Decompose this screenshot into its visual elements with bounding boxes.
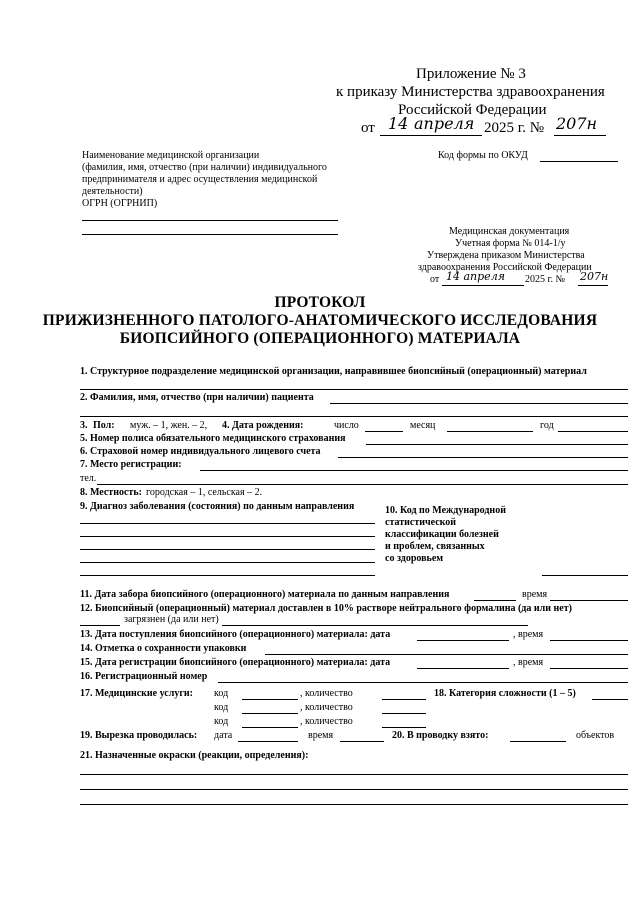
field-4-day-label: число <box>334 420 359 431</box>
field-4-label: 4. Дата рождения: <box>222 420 304 431</box>
field-10-line5: со здоровьем <box>385 553 444 564</box>
org-line2: (фамилия, имя, отчество (при наличии) индивидуального <box>82 162 327 173</box>
field-7-input[interactable] <box>200 470 628 471</box>
field-13-label: 13. Дата поступления биопсийного (операционного) материала: дата <box>80 629 391 640</box>
field-6-input[interactable] <box>338 457 628 458</box>
field-21-label: 21. Назначенные окраски (реакции, определения): <box>80 750 309 761</box>
field-15-time-input[interactable] <box>550 668 628 669</box>
field-17-label: 17. Медицинские услуги: <box>80 688 193 699</box>
field-10-line3: классификации болезней <box>385 529 499 540</box>
field-1-label: 1. Структурное подразделение медицинской организации, направившее биопсийный (операционный) материал <box>80 366 587 377</box>
field-17-qty-input-1[interactable] <box>382 699 426 700</box>
org-input-line-2[interactable] <box>82 234 338 235</box>
field-17-qty-input-3[interactable] <box>382 727 426 728</box>
field-2-label: 2. Фамилия, имя, отчество (при наличии) пациента <box>80 392 314 403</box>
field-8-label: 8. Местность: <box>80 487 142 498</box>
field-19-date-label: дата <box>214 730 233 741</box>
field-12-label: 12. Биопсийный (операционный) материал доставлен в 10% растворе нейтрального формалина (да или нет) <box>80 603 572 614</box>
appendix-handwritten-number: 207н <box>556 114 598 133</box>
field-16-input[interactable] <box>218 682 628 683</box>
tel-input[interactable] <box>97 484 628 485</box>
meddoc-line4: здравоохранения Российской Федерации <box>418 262 592 273</box>
meddoc-handwritten-number: 207н <box>580 270 609 283</box>
field-9-input-3[interactable] <box>80 549 375 550</box>
field-17-qty-1: , количество <box>300 688 353 699</box>
field-9-label: 9. Диагноз заболевания (состояния) по данным направления <box>80 501 355 512</box>
field-4-year-label: год <box>540 420 554 431</box>
appendix-date-line <box>380 135 482 136</box>
field-10-line1: 10. Код по Международной <box>385 505 506 516</box>
field-10-input[interactable] <box>542 575 628 576</box>
field-4-month-label: месяц <box>410 420 436 431</box>
field-19-label: 19. Вырезка проводилась: <box>80 730 198 741</box>
field-17-qty-input-2[interactable] <box>382 713 426 714</box>
field-13-date-input[interactable] <box>417 640 509 641</box>
field-10-line4: и проблем, связанных <box>385 541 485 552</box>
field-18-label: 18. Категория сложности (1 – 5) <box>434 688 576 699</box>
org-line4: деятельности) <box>82 186 143 197</box>
title-line1: ПРОТОКОЛ <box>274 294 366 311</box>
title-line2: ПРИЖИЗНЕННОГО ПАТОЛОГО-АНАТОМИЧЕСКОГО ИССЛЕДОВАНИЯ <box>42 312 598 329</box>
field-17-kod-input-1[interactable] <box>242 699 298 700</box>
field-14-label: 14. Отметка о сохранности упаковки <box>80 643 247 654</box>
field-17-kod-1: код <box>214 688 229 699</box>
field-20-input[interactable] <box>510 741 566 742</box>
field-11-time-label: время <box>522 589 548 600</box>
appendix-year: 2025 г. № <box>484 120 545 136</box>
field-4-day-input[interactable] <box>365 431 403 432</box>
field-12-input-a[interactable] <box>80 625 120 626</box>
field-20-obj-label: объектов <box>576 730 615 741</box>
appendix-number-line <box>554 135 606 136</box>
field-17-kod-input-2[interactable] <box>242 713 298 714</box>
field-18-input[interactable] <box>592 699 628 700</box>
field-9-input-4[interactable] <box>80 562 375 563</box>
field-3-label: Пол: <box>93 420 115 431</box>
field-2-input-a[interactable] <box>330 403 628 404</box>
meddoc-date-line <box>442 285 524 286</box>
title-line3: БИОПСИЙНОГО (ОПЕРАЦИОННОГО) МАТЕРИАЛА <box>119 330 521 347</box>
appendix-line1: Приложение № 3 <box>416 66 526 82</box>
field-3-num: 3. <box>80 420 88 431</box>
field-4-year-input[interactable] <box>558 431 628 432</box>
field-17-kod-input-3[interactable] <box>242 727 298 728</box>
field-19-time-label: время <box>308 730 334 741</box>
field-20-label: 20. В проводку взято: <box>392 730 489 741</box>
org-line1: Наименование медицинской организации <box>82 150 260 161</box>
field-15-date-input[interactable] <box>417 668 509 669</box>
field-2-input-b[interactable] <box>80 416 628 417</box>
field-16-label: 16. Регистрационный номер <box>80 671 208 682</box>
field-9-input-1[interactable] <box>80 523 375 524</box>
appendix-ot: от <box>361 120 375 136</box>
meddoc-line1: Медицинская документация <box>449 226 570 237</box>
field-19-time-input[interactable] <box>340 741 384 742</box>
field-19-date-input[interactable] <box>238 741 298 742</box>
appendix-handwritten-month: апреля <box>414 114 475 133</box>
field-4-month-input[interactable] <box>447 431 533 432</box>
field-17-qty-2: , количество <box>300 702 353 713</box>
field-6-label: 6. Страховой номер индивидуального лицевого счета <box>80 446 321 457</box>
field-15-time-label: , время <box>513 657 544 668</box>
org-line3: предпринимателя и адрес осуществления медицинской <box>82 174 318 185</box>
org-input-line-1[interactable] <box>82 220 338 221</box>
field-12-b-label: загрязнен (да или нет) <box>124 614 219 625</box>
field-9-input-5[interactable] <box>80 575 375 576</box>
field-13-time-input[interactable] <box>550 640 628 641</box>
field-11-date-input[interactable] <box>474 600 516 601</box>
field-5-label: 5. Номер полиса обязательного медицинского страхования <box>80 433 346 444</box>
field-7-label: 7. Место регистрации: <box>80 459 182 470</box>
field-13-time-label: , время <box>513 629 544 640</box>
meddoc-ot: от <box>430 274 440 285</box>
field-17-kod-3: код <box>214 716 229 727</box>
field-10-line2: статистической <box>385 517 457 528</box>
tel-label: тел. <box>80 473 97 484</box>
meddoc-line2: Учетная форма № 014-1/у <box>455 238 566 249</box>
meddoc-line3: Утверждена приказом Министерства <box>427 250 585 261</box>
field-11-label: 11. Дата забора биопсийного (операционного) материала по данным направления <box>80 589 450 600</box>
field-5-input[interactable] <box>366 444 628 445</box>
field-21-input-2[interactable] <box>80 789 628 790</box>
okud-label: Код формы по ОКУД <box>438 150 528 161</box>
field-21-input-1[interactable] <box>80 774 628 775</box>
field-9-input-2[interactable] <box>80 536 375 537</box>
org-line5: ОГРН (ОГРНИП) <box>82 198 158 209</box>
field-8-options: городская – 1, сельская – 2. <box>146 487 263 498</box>
field-21-input-3[interactable] <box>80 804 628 805</box>
field-11-time-input[interactable] <box>550 600 628 601</box>
appendix-line2: к приказу Министерства здравоохранения <box>336 84 605 100</box>
meddoc-handwritten-date: 14 апреля <box>446 270 505 283</box>
field-15-label: 15. Дата регистрации биопсийного (операционного) материала: дата <box>80 657 391 668</box>
meddoc-year: 2025 г. № <box>525 274 566 285</box>
field-14-input[interactable] <box>265 654 628 655</box>
meddoc-number-line <box>578 285 608 286</box>
field-12-input-b[interactable] <box>222 625 528 626</box>
appendix-line3: Российской Федерации <box>398 102 547 118</box>
field-1-input-a[interactable] <box>80 389 628 390</box>
field-3-options: муж. – 1, жен. – 2, <box>130 420 208 431</box>
appendix-handwritten-day: 14 <box>388 114 409 133</box>
field-17-qty-3: , количество <box>300 716 353 727</box>
field-17-kod-2: код <box>214 702 229 713</box>
okud-input-line[interactable] <box>540 161 618 162</box>
